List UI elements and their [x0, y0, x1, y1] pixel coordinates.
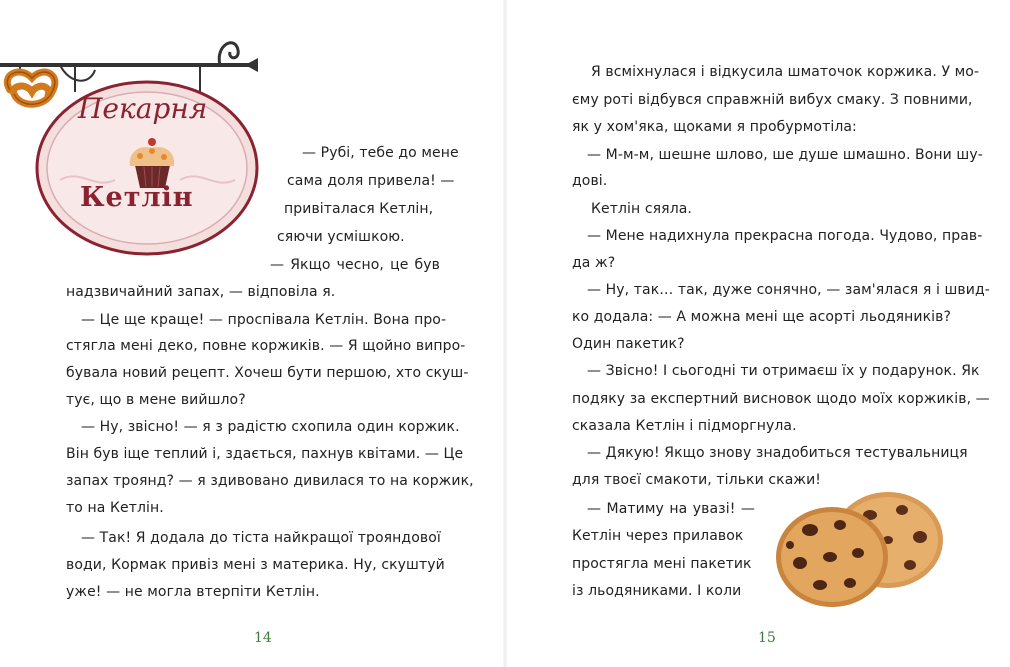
- bakery-sign-icon: [0, 30, 280, 260]
- text-line: уже! — не могла втерпіти Кетлін.: [66, 584, 320, 600]
- text-line: сказала Кетлін і підморгнула.: [572, 418, 797, 434]
- text-line: ко додала: — А можна мені ще асорті льодяників?: [572, 309, 952, 325]
- text-line: — Матиму на увазі! —: [587, 501, 755, 517]
- text-line: сяючи усмішкою.: [277, 229, 405, 245]
- page-number: 14: [254, 630, 272, 646]
- text-line: тує, що в мене вийшло?: [66, 392, 246, 408]
- text-line: — Мене надихнула прекрасна погода. Чудово, прав-: [587, 228, 983, 244]
- text-line: — Дякую! Якщо знову знадобиться тестувальниця: [587, 445, 968, 461]
- text-line: сама доля привела! —: [287, 173, 455, 189]
- text-line: стягла мені деко, повне коржиків. — Я щойно випро-: [66, 338, 466, 354]
- text-line: надзвичайний запах, — відповіла я.: [66, 284, 336, 300]
- text-line: для твоєї смакоти, тільки скажи!: [572, 472, 822, 488]
- text-line: Кетлін через прилавок: [572, 528, 744, 544]
- text-line: Я всміхнулася і відкусила шматочок коржика. У мо-: [591, 64, 980, 80]
- text-line: — Якщо чесно, це був: [270, 257, 440, 273]
- text-line: — Ну, так… так, дуже сонячно, — зам'ялася я і швид-: [587, 282, 990, 298]
- text-line: простягла мені пакетик: [572, 556, 752, 572]
- text-line: Він був іще теплий і, здається, пахнув квітами. — Це: [66, 446, 464, 462]
- text-line: як у хом'яка, щоками я пробурмотіла:: [572, 119, 857, 135]
- text-line: єму роті відбувся справжній вибух смаку. З повними,: [572, 92, 973, 108]
- page-number: 15: [758, 630, 776, 646]
- text-line: води, Кормак привіз мені з материка. Ну, скуштуй: [66, 557, 445, 573]
- text-line: подяку за експертний висновок щодо моїх коржиків, —: [572, 391, 990, 407]
- pretzel-icon: [7, 72, 55, 104]
- text-line: бувала новий рецепт. Хочеш бути першою, хто скуш-: [66, 365, 469, 381]
- text-line: — Рубі, тебе до мене: [302, 145, 459, 161]
- text-line: — Ну, звісно! — я з радістю схопила один коржик.: [81, 419, 460, 435]
- sign-title: Пекарня: [78, 92, 208, 125]
- text-line: Один пакетик?: [572, 336, 685, 352]
- text-line: дові.: [572, 173, 608, 189]
- sign-name: Кетлін: [80, 182, 194, 213]
- text-line: — Це ще краще! — проспівала Кетлін. Вона про-: [81, 312, 447, 328]
- text-line: Кетлін сяяла.: [591, 201, 692, 217]
- cookies-icon: [770, 485, 950, 610]
- text-line: — М-м-м, шешне шлово, ше душе шмашно. Вони шу-: [587, 147, 983, 163]
- text-line: то на Кетлін.: [66, 500, 164, 516]
- text-line: привіталася Кетлін,: [284, 201, 434, 217]
- text-line: — Так! Я додала до тіста найкращої трояндової: [81, 530, 441, 546]
- text-line: да ж?: [572, 255, 616, 271]
- text-line: — Звісно! І сьогодні ти отримаєш їх у подарунок. Як: [587, 363, 980, 379]
- text-line: запах троянд? — я здивовано дивилася то на коржик,: [66, 473, 474, 489]
- text-line: із льодяниками. І коли: [572, 583, 742, 599]
